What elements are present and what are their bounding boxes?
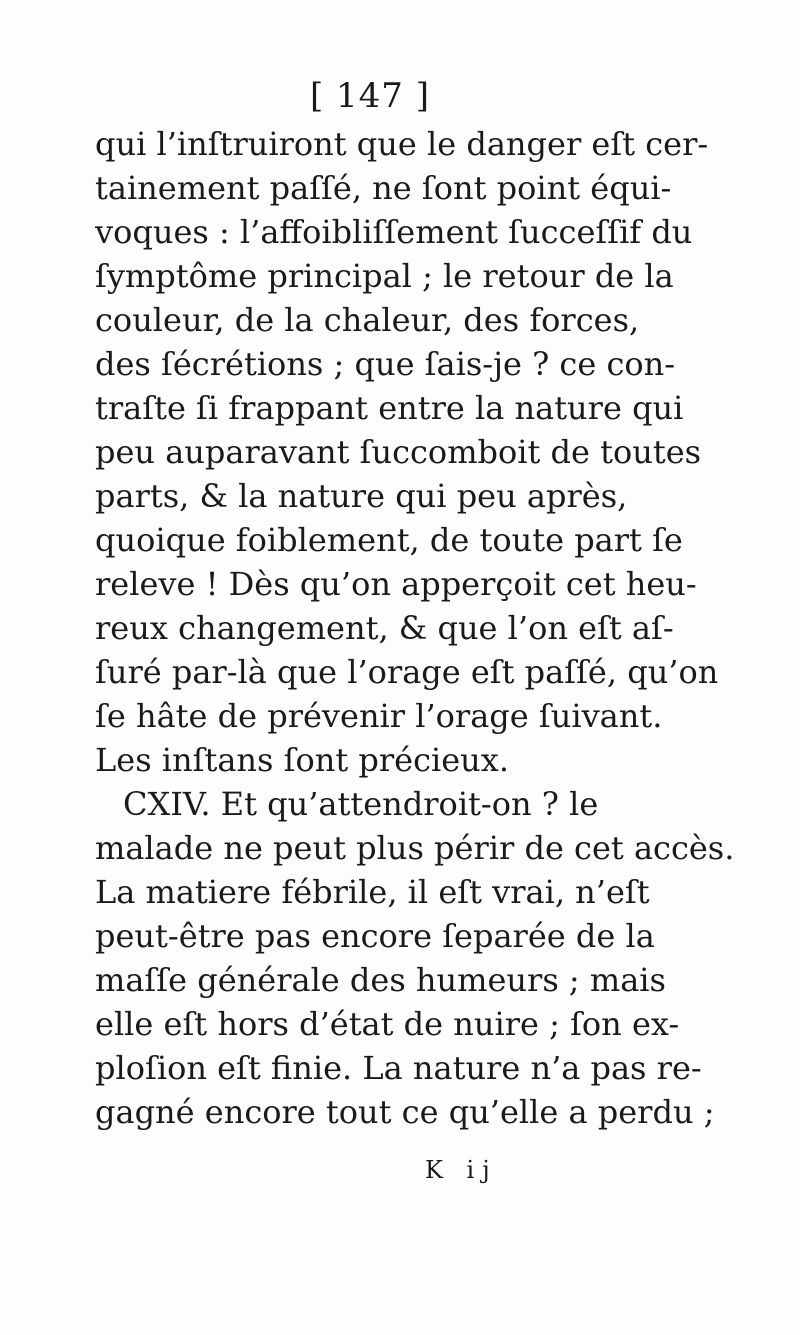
text-line: tainement paſſé, ne ſont point équi-: [95, 169, 672, 207]
text-line: elle eſt hors d’état de nuire ; ſon ex-: [95, 1005, 680, 1043]
text-line: Les inſtans ſont précieux.: [95, 741, 509, 779]
text-line: quoique foiblement, de toute part ſe: [95, 521, 683, 559]
text-line: gagné encore tout ce qu’elle a perdu ;: [95, 1093, 715, 1131]
text-line: malade ne peut plus périr de cet accès.: [95, 829, 735, 867]
text-line: peut-être pas encore ſeparée de la: [95, 917, 655, 955]
text-line: ploſion eſt finie. La nature n’a pas re-: [95, 1049, 702, 1087]
text-line: reux changement, & que l’on eſt aſ-: [95, 609, 674, 647]
text-line: parts, & la nature qui peu après,: [95, 477, 628, 515]
text-line: qui l’inſtruiront que le danger eſt cer-: [95, 125, 709, 163]
text-line: des ſécrétions ; que ſais-je ? ce con-: [95, 345, 676, 383]
paragraph-start-line: CXIV. Et qu’attendroit-on ? le: [123, 785, 599, 823]
text-line: releve ! Dès qu’on apperçoit cet heu-: [95, 565, 697, 603]
text-line: ſymptôme principal ; le retour de la: [95, 257, 674, 295]
text-line: ſuré par-là que l’orage eſt paſſé, qu’on: [95, 653, 719, 691]
text-line: ſe hâte de prévenir l’orage ſuivant.: [95, 697, 663, 735]
text-line: couleur, de la chaleur, des forces,: [95, 301, 640, 339]
text-line: voques : l’affoibliſſement ſucceſſif du: [95, 213, 693, 251]
page-number: [ 147 ]: [309, 76, 431, 116]
signature-mark: K ij: [425, 1156, 498, 1184]
text-line: La matiere fébrile, il eſt vrai, n’eſt: [95, 873, 650, 911]
text-line: maſſe générale des humeurs ; mais: [95, 961, 666, 999]
text-line: peu auparavant ſuccomboit de toutes: [95, 433, 702, 471]
body-text: [95, 122, 735, 1134]
text-line: traſte ſi frappant entre la nature qui: [95, 389, 684, 427]
